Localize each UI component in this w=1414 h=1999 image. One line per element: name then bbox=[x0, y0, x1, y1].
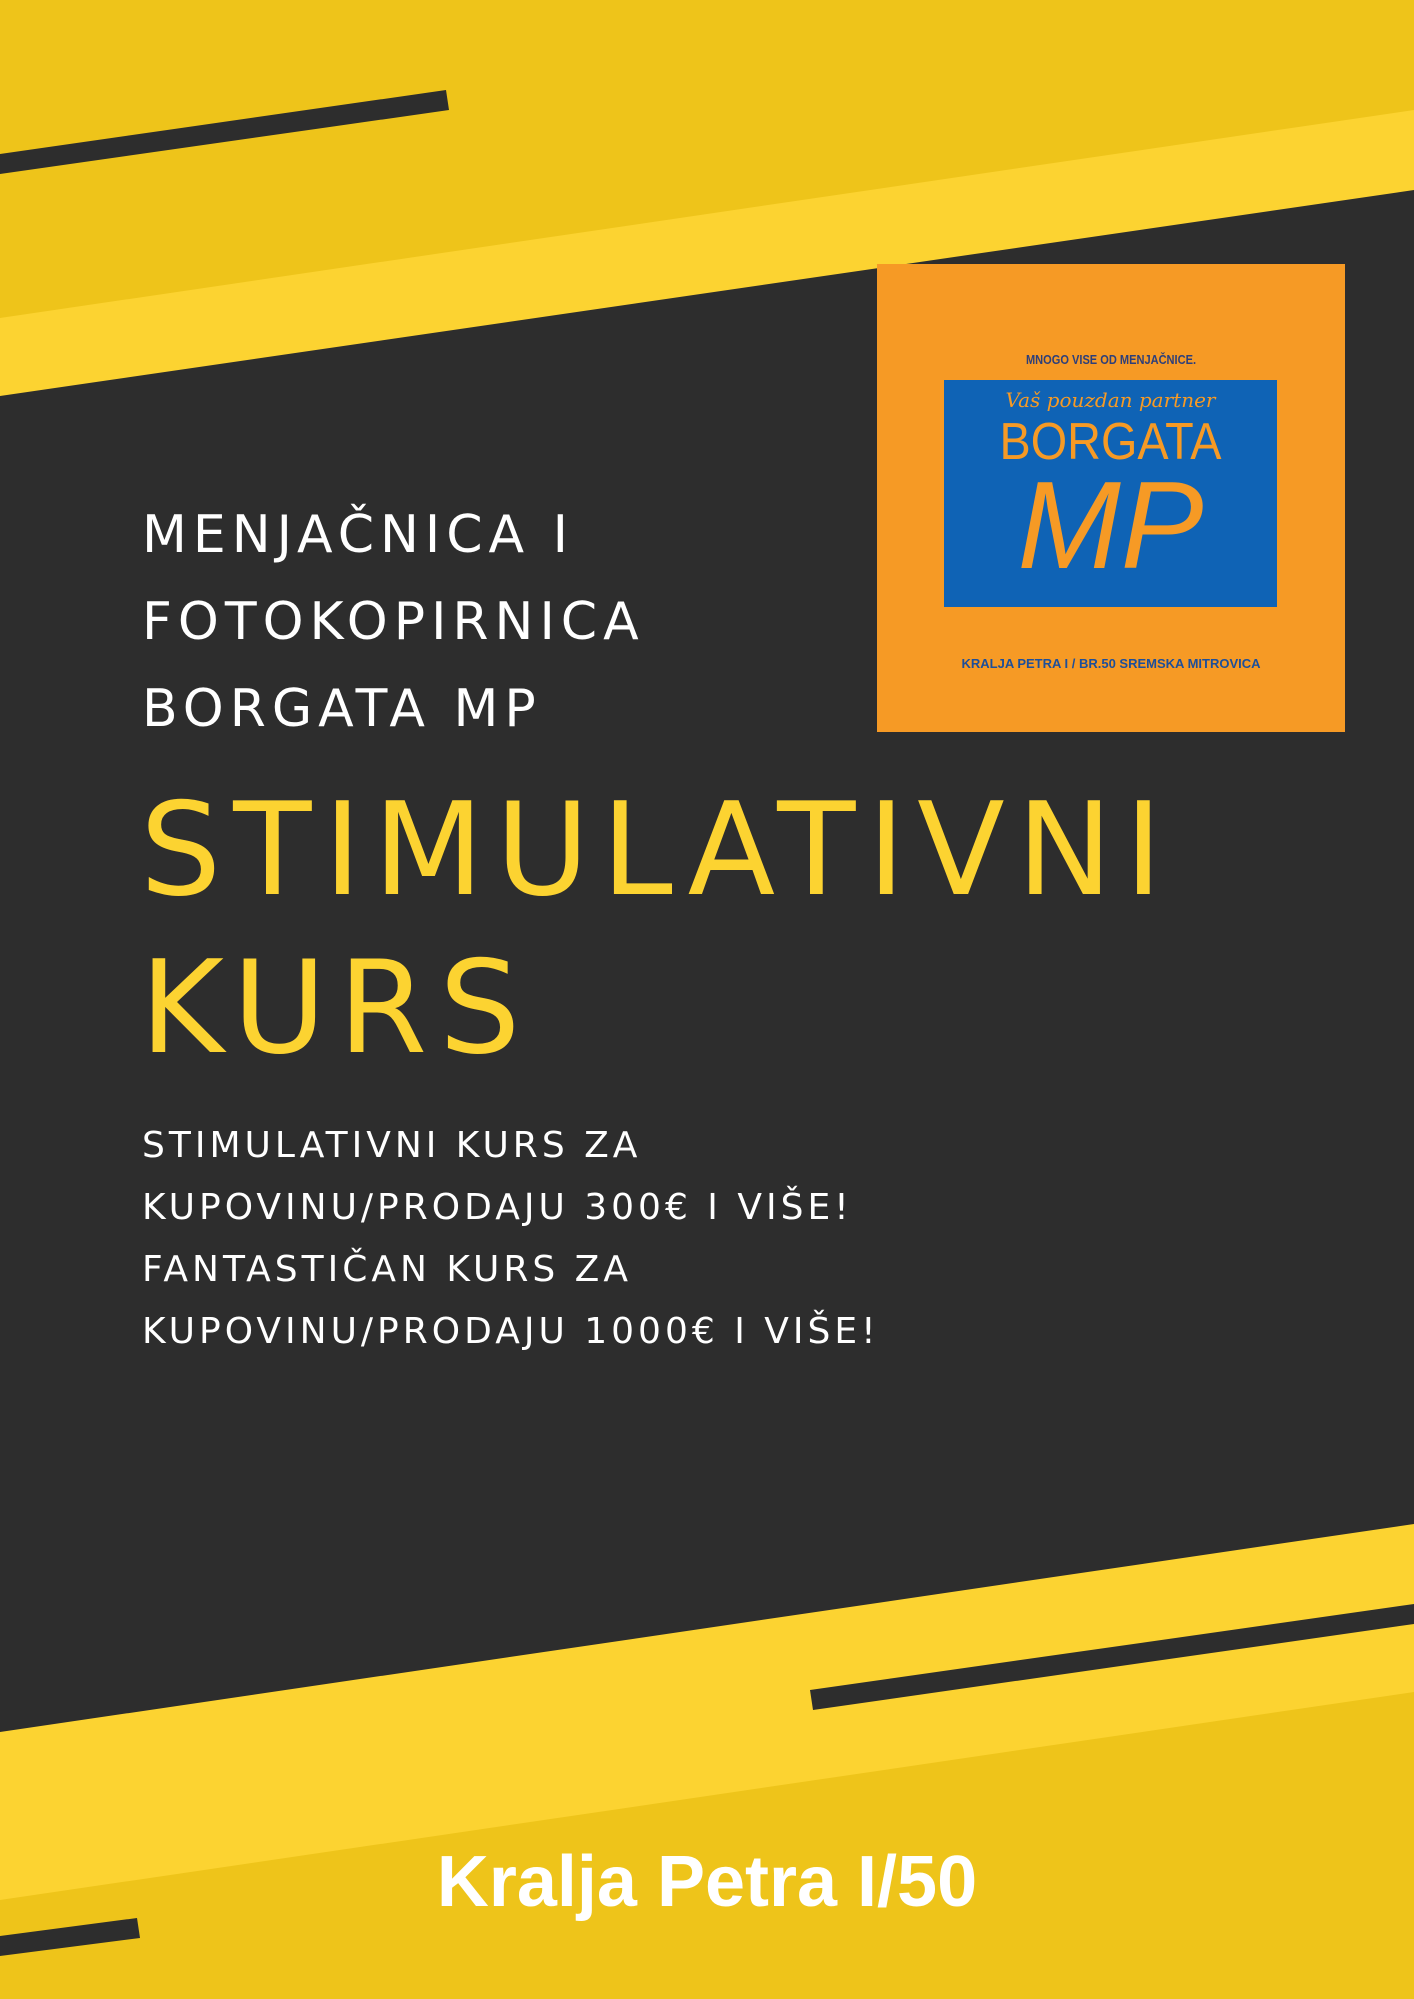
borgata-mp-logo bbox=[877, 264, 1345, 732]
logo-initials: MP bbox=[1017, 457, 1204, 595]
headline-line-1: STIMULATIVNI bbox=[140, 776, 1175, 925]
intro-line-3: BORGATA MP bbox=[142, 679, 542, 739]
intro-line-2: FOTOKOPIRNICA bbox=[142, 592, 645, 652]
headline-line-2: KURS bbox=[140, 934, 533, 1083]
headline bbox=[140, 772, 1174, 1088]
offer-line-2: KUPOVINU/PRODAJU 300€ I VIŠE! bbox=[142, 1187, 853, 1228]
logo-blue-panel bbox=[944, 380, 1277, 607]
intro-line-1: MENJAČNICA I bbox=[142, 505, 574, 565]
offer-line-4: KUPOVINU/PRODAJU 1000€ I VIŠE! bbox=[142, 1311, 880, 1352]
offer-text bbox=[142, 1115, 880, 1363]
logo-top-line: MNOGO VISE OD MENJAČNICE. bbox=[1025, 352, 1197, 367]
offer-line-3: FANTASTIČAN KURS ZA bbox=[142, 1249, 632, 1290]
logo-tagline: Vaš pouzdan partner bbox=[1005, 388, 1216, 412]
logo-name: BORGATA bbox=[999, 413, 1222, 471]
logo-address: KRALJA PETRA I / BR.50 SREMSKA MITROVICA bbox=[961, 656, 1261, 671]
address-footer: Kralja Petra I/50 bbox=[436, 1842, 978, 1922]
offer-line-1: STIMULATIVNI KURS ZA bbox=[142, 1125, 642, 1166]
intro-heading bbox=[142, 492, 842, 753]
